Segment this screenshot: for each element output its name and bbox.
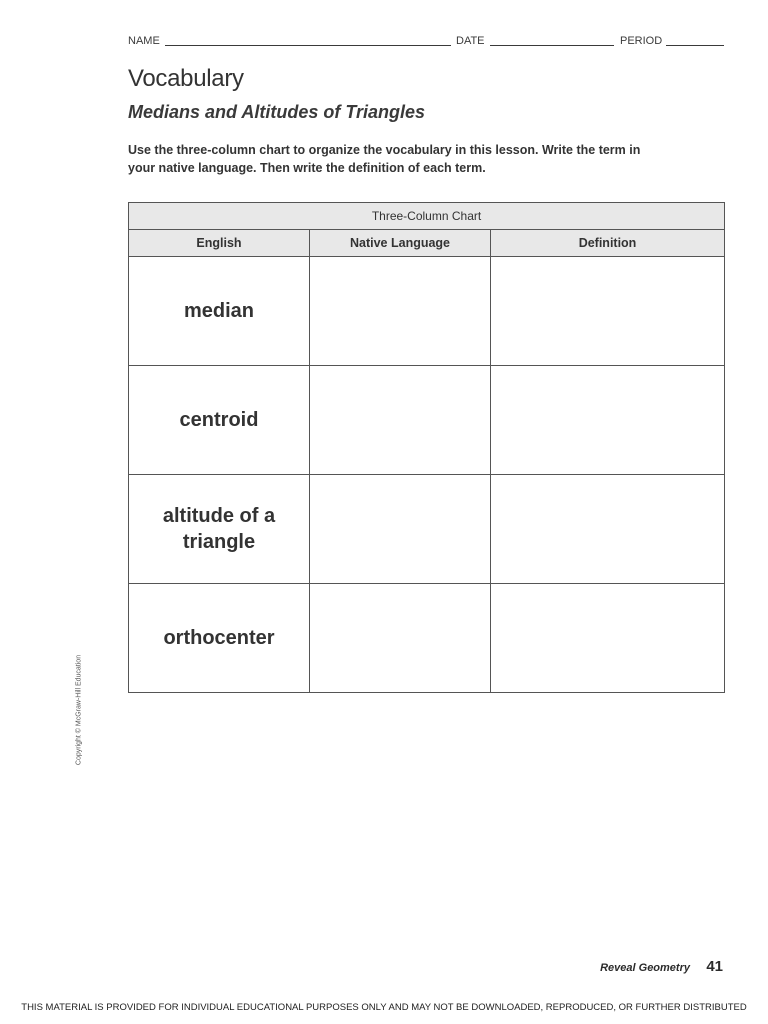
name-label: NAME [128,35,160,47]
student-info-line [128,34,724,48]
table-row [129,475,725,584]
chart-caption: Three-Column Chart [129,203,725,230]
table-row [129,366,725,475]
native-language-cell[interactable] [310,366,491,475]
column-header-definition: Definition [491,230,725,257]
definition-cell[interactable] [491,366,725,475]
definition-cell[interactable] [491,584,725,693]
term-cell: altitude of a triangle [129,475,310,584]
definition-cell[interactable] [491,257,725,366]
instructions-text: Use the three-column chart to organize the vocabulary in this lesson. Write the term in your native language. Then write the definition of each term. [128,143,641,175]
term-cell: median [129,257,310,366]
book-title: Reveal Geometry [600,962,690,974]
definition-cell[interactable] [491,475,725,584]
page-number: 41 [706,958,723,975]
lesson-subtitle: Medians and Altitudes of Triangles [128,102,426,122]
native-language-cell[interactable] [310,584,491,693]
distribution-disclaimer: THIS MATERIAL IS PROVIDED FOR INDIVIDUAL EDUCATIONAL PURPOSES ONLY AND MAY NOT BE DOWNLOADED, REPRODUCED, OR FURTHER DISTRIBUTED [21,1002,747,1013]
column-header-english: English [129,230,310,257]
term-cell: centroid [129,366,310,475]
table-row [129,257,725,366]
copyright-notice: Copyright © McGraw-Hill Education [75,654,83,766]
column-header-native-language: Native Language [310,230,491,257]
date-label: DATE [456,35,485,47]
three-column-chart [128,202,725,693]
table-row [129,584,725,693]
term-cell: orthocenter [129,584,310,693]
page-title: Vocabulary [128,65,244,92]
name-blank[interactable] [165,45,451,46]
period-label: PERIOD [620,35,663,47]
native-language-cell[interactable] [310,257,491,366]
native-language-cell[interactable] [310,475,491,584]
date-blank[interactable] [490,45,614,46]
period-blank[interactable] [666,45,724,46]
